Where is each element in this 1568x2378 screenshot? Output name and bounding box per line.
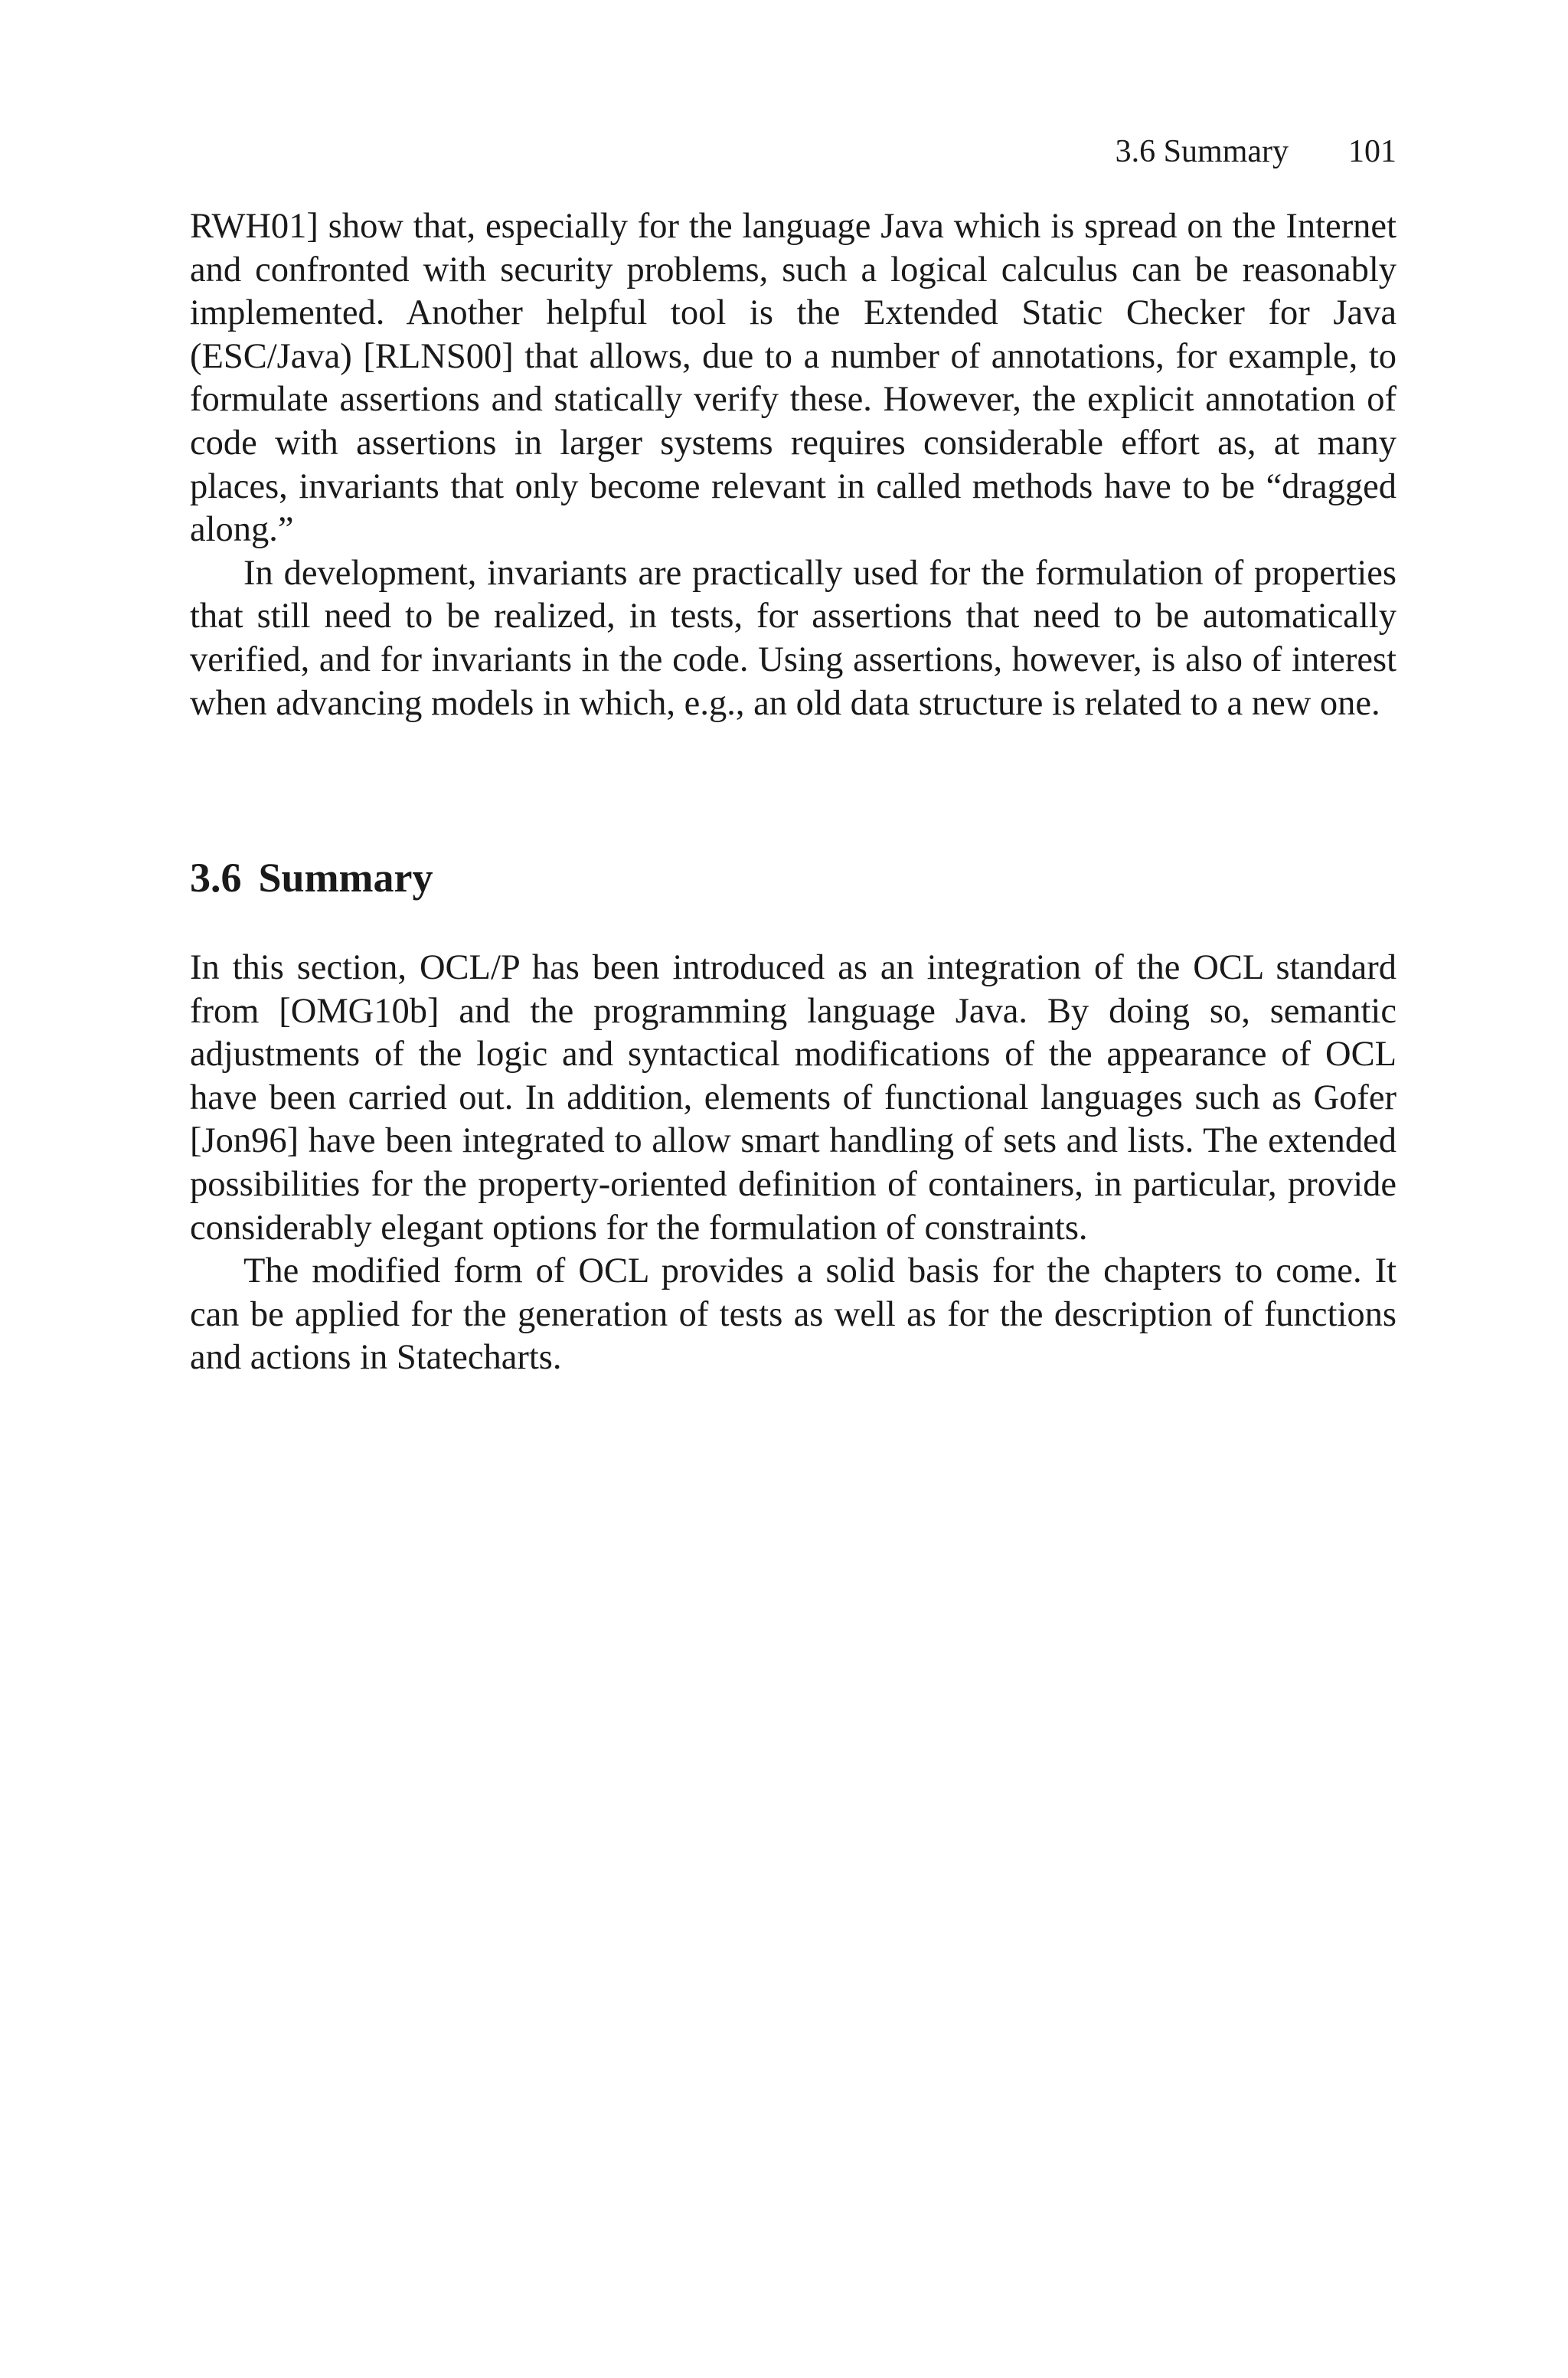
page-number: 101 [1348,134,1396,169]
section-title: Summary [258,855,433,901]
section-heading [190,852,1396,904]
section-number: 3.6 [190,855,242,901]
running-head-section: 3.6 Summary [1115,134,1289,169]
summary-paragraph-2: The modified form of OCL provides a solid basis for the chapters to come. It can be applied for the generation of tests as well as for the description of functions and actions in Statecharts. [190,1251,1396,1378]
summary-paragraph-1: In this section, OCL/P has been introduced as an integration of the OCL standard from [OMG10b] and the programming language Java. By doing so, semantic adjustments of the logic and syntactical modifications of the appearance of OCL have been carried out. In addition, elements of functional languages such as Gofer [Jon96] have been integrated to allow smart handling of sets and lists. The extended possibilities for the property-oriented definition of containers, in particular, provide considerably elegant options for the formulation of constraints. [190,948,1396,1248]
running-head [190,129,1396,175]
intro-paragraph-2: In development, invariants are practically used for the formulation of properties that still need to be realized, in tests, for assertions that need to be automatically verified, and for invariants in the code. Using assertions, however, is also of interest when advancing models in which, e.g., an old data structure is related to a new one. [190,553,1396,723]
summary-text-block [190,947,1396,1380]
intro-text-block [190,205,1396,725]
intro-paragraph-1: RWH01] show that, especially for the language Java which is spread on the Internet and confronted with security problems, such a logical calculus can be reasonably implemented. Another helpful tool is the Extended Static Checker for Java (ESC/Java) [RLNS00] that allows, due to a number of annotations, for example, to formulate assertions and statically verify these. However, the explicit annotation of code with assertions in larger systems requires considerable effort as, at many places, invariants that only become relevant in called methods have to be “dragged along.” [190,207,1396,550]
